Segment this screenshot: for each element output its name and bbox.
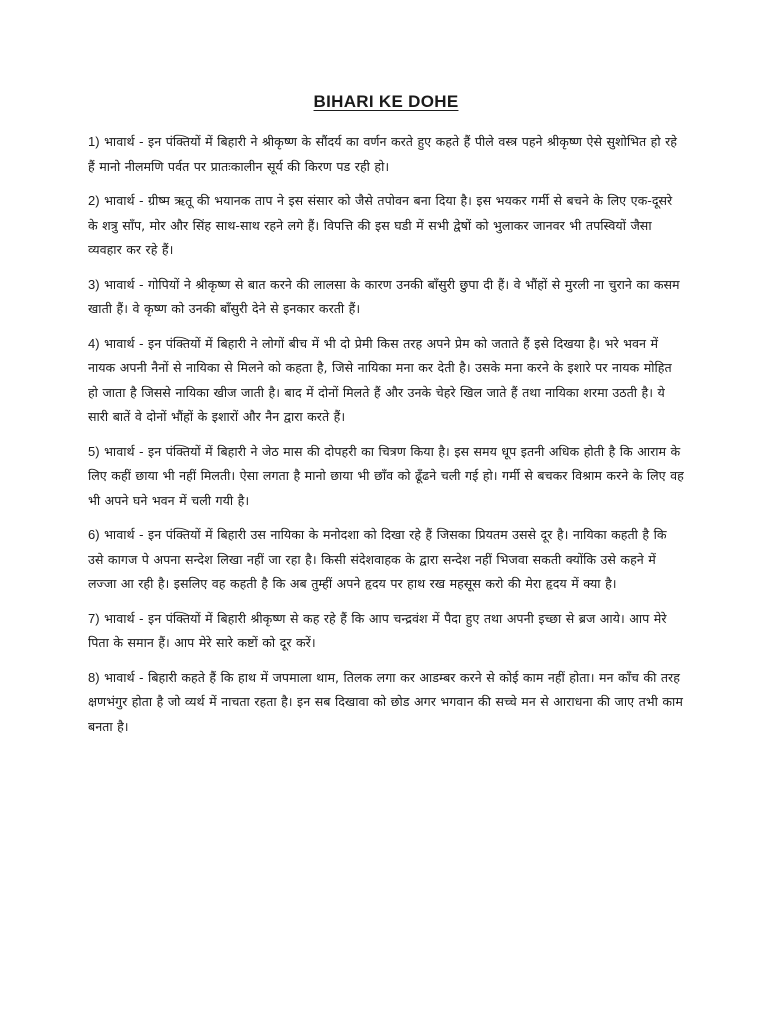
paragraph-6 [88,523,684,597]
paragraph-text: भावार्थ - इन पंक्तियों में बिहारी ने लोगों बीच में भी दो प्रेमी किस तरह अपने प्रेम को जताते हैं इसे दिखया है। भरे भवन में नायक अपनी नैनों से नायिका से मिलने को कहता है, जिसे नायिका मना कर देती है। उसके मना करने के इशारे पर नायक मोहित हो जाता है जिससे नायिका खीज जाती है। बाद में दोनों मिलते हैं और उनके चेहरे खिल जाते हैं तथा नायिका शरमा उठती है। ये सारी बातें वे दोनों भौंहों के इशारों और नैन द्वारा करते हैं। [88,335,672,424]
paragraph-text: भावार्थ - इन पंक्तियों में बिहारी ने श्रीकृष्ण के सौंदर्य का वर्णन करते हुए कहते हैं पीले वस्त्र पहने श्रीकृष्ण ऐसे सुशोभित हो रहे हैं मानो नीलमणि पर्वत पर प्रातःकालीन सूर्य की किरण पड रही हो। [88,134,677,174]
paragraph-number: 6) [88,527,100,542]
paragraph-number: 1) [88,134,100,149]
paragraph-number: 5) [88,443,100,459]
paragraph-number: 4) [88,335,100,351]
paragraph-text: भावार्थ - इन पंक्तियों में बिहारी श्रीकृष्ण से कह रहे हैं कि आप चन्द्रवंश में पैदा हुए तथा अपनी इच्छा से ब्रज आये। आप मेरे पिता के समान हैं। आप मेरे सारे कष्टों को दूर करें। [88,610,667,650]
paragraph-number: 2) [88,193,100,208]
paragraph-number: 3) [88,276,100,292]
paragraph-text: भावार्थ - इन पंक्तियों में बिहारी ने जेठ मास की दोपहरी का चित्रण किया है। इस समय धूप इतनी अधिक होती है कि आराम के लिए कहीं छाया भी नहीं मिलती। ऐसा लगता है मानो छाया भी छाँव को ढूँढने चली गई हो। गर्मी से बचकर विश्राम करने के लिए वह भी अपने घने भवन में चली गयी है। [88,443,684,508]
paragraph-1 [88,130,684,179]
paragraph-2 [88,189,684,263]
paragraph-8 [88,666,684,740]
document-title: BIHARI KE DOHE [313,92,459,111]
paragraph-number: 7) [88,610,100,626]
paragraph-text: भावार्थ - बिहारी कहते हैं कि हाथ में जपमाला थाम, तिलक लगा कर आडम्बर करने से कोई काम नहीं होता। मन काँच की तरह क्षणभंगुर होता है जो व्यर्थ में नाचता रहता है। इन सब दिखावा को छोड अगर भगवान की सच्चे मन से आराधना की जाए तभी काम बनता है। [88,669,683,734]
paragraph-3 [88,273,684,322]
paragraph-text: भावार्थ - इन पंक्तियों में बिहारी उस नायिका के मनोदशा को दिखा रहे हैं जिसका प्रियतम उससे दूर है। नायिका कहती है कि उसे कागज पे अपना सन्देश लिखा नहीं जा रहा है। किसी संदेशवाहक के द्वारा सन्देश नहीं भिजवा सकती क्योंकि उसे कहने में लज्जा आ रही है। इसलिए वह कहती है कि अब तुम्हीं अपने हृदय पर हाथ रख महसूस करो की मेरा हृदय में क्या है। [88,527,667,591]
paragraph-7 [88,607,684,656]
paragraph-4 [88,332,684,430]
paragraph-number: 8) [88,669,100,685]
paragraph-5 [88,440,684,514]
paragraph-text: भावार्थ - ग्रीष्म ऋतू की भयानक ताप ने इस संसार को जैसे तपोवन बना दिया है। इस भयकर गर्मी से बचने के लिए एक-दूसरे के शत्रु साँप, मोर और सिंह साथ-साथ रहने लगे हैं। विपत्ति की इस घडी में सभी द्वेषों को भुलाकर जानवर भी तपस्वियों जैसा व्यवहार कर रहे हैं। [88,193,673,257]
paragraph-text: भावार्थ - गोपियों ने श्रीकृष्ण से बात करने की लालसा के कारण उनकी बाँसुरी छुपा दी हैं। वे भौंहों से मुरली ना चुराने का कसम खाती हैं। वे कृष्ण को उनकी बाँसुरी देने से इनकार करती हैं। [88,276,680,316]
